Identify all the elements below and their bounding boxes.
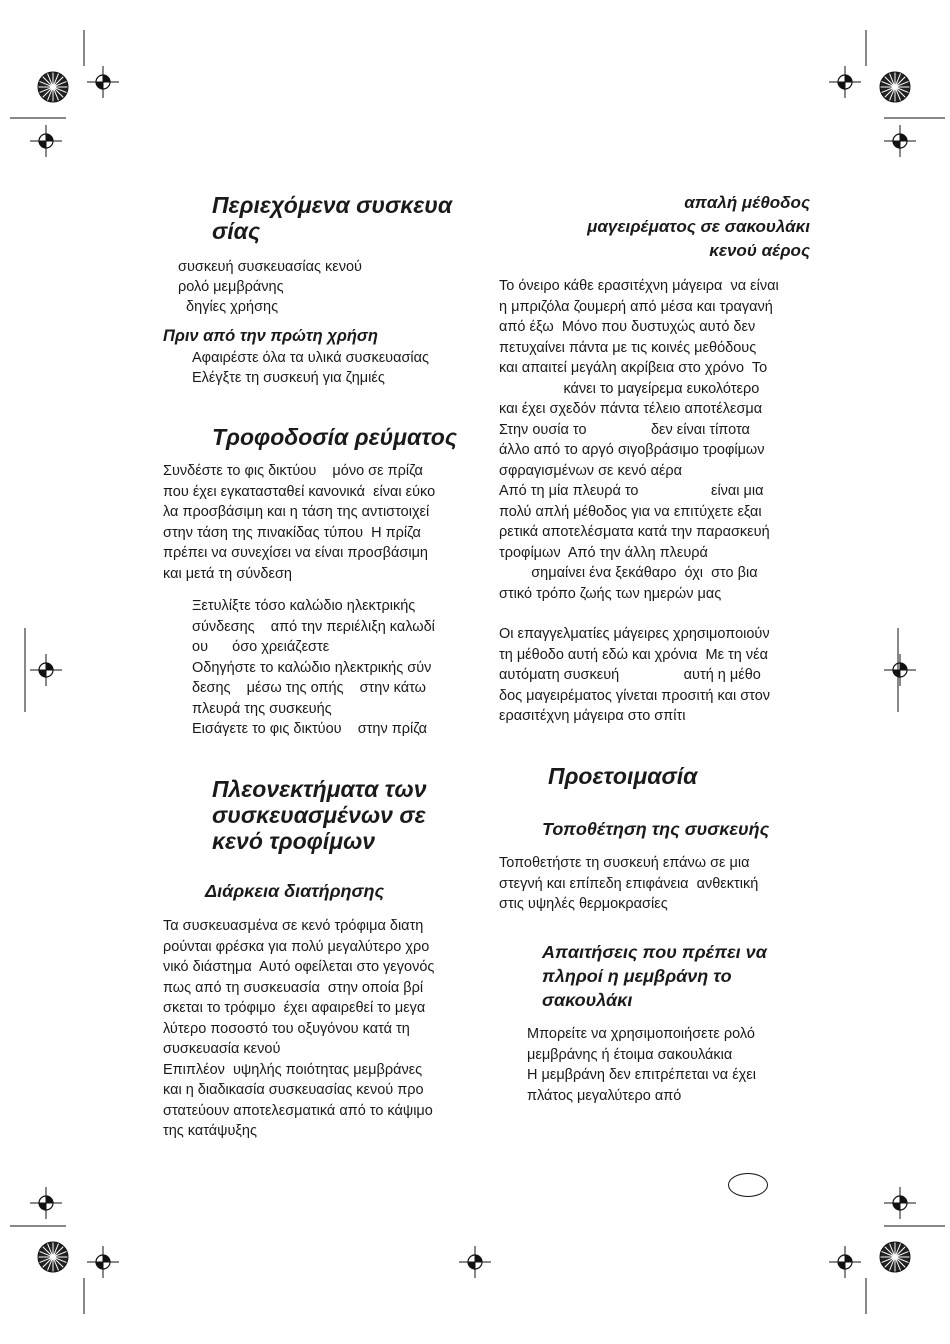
before-first-use-heading: Πριν από την πρώτη χρήση: [163, 327, 378, 345]
before-first-use-item: Αφαιρέστε όλα τα υλικά συσκευασίας: [192, 350, 430, 366]
contents-item: δηγίες χρήσης: [178, 299, 279, 315]
contents-item: ρολό μεμβράνης: [178, 279, 284, 295]
gentle-method-title: απαλή μέθοδος μαγειρέματος σε σακουλάκι κενού αέρος: [587, 193, 810, 260]
preparation-title: Προετοιμασία: [548, 763, 698, 789]
film-requirements-body: Μπορείτε να χρησιμοποιήσετε ρολό μεμβράνης ή έτοιμα σακουλάκια Η μεμβράνη δεν επιτρέπεται να έχει πλάτος μεγαλύτερο από: [527, 1026, 756, 1104]
gentle-method-body: Το όνειρο κάθε ερασιτέχνη μάγειρα να είναι η μπριζόλα ζουμερή από μέσα και τραγανή από έξω Μόνο που δυστυχώς αυτό δεν πετυχαίνει πάντα με τις κοινές μεθόδους και απαιτεί μεγάλη ακρίβεια στο χρόνο Το κάνει το μαγείρεμα ευκολότερο και έχει σχεδόν πάντα τέλειο αποτέλεσμα Στην ουσία το δεν είναι τίποτα άλλο από το αργό σιγοβράσιμο τροφίμων σφραγισμένων σε κενό αέρα Από τη μία πλευρά το είναι μια πολύ απλή μέθοδος για να επιτύχετε εξαι ρετικά αποτελέσματα κατά την παρασκευή τροφίμων Από την άλλη πλευρά σημαίνει ένα ξεκάθαρο όχι στο βια στικό τρόπο ζωής των ημερών μας: [499, 278, 779, 602]
placement-body: Τοποθετήστε τη συσκευή επάνω σε μια στεγνή και επίπεδη επιφάνεια ανθεκτική στις υψηλές θερμοκρασίες: [499, 855, 759, 912]
gentle-method-body-2: Οι επαγγελματίες μάγειρες χρησιμοποιούν τη μέθοδο αυτή εδώ και χρόνια Με τη νέα αυτόματη συσκευή αυτή η μέθο δος μαγειρέματος γίνεται προσιτή και στον ερασιτέχνη μάγειρα στο σπίτι: [499, 626, 771, 724]
power-steps: Ξετυλίξτε τόσο καλώδιο ηλεκτρικής σύνδεσης από την περιέλιξη καλωδί ου όσο χρειάζεστε Οδηγήστε το καλώδιο ηλεκτρικής σύν δεσης μέσω της οπής στην κάτω πλευρά της συσκευής Εισάγετε το φις δικτύου στην πρίζα: [192, 598, 435, 737]
film-requirements-heading: Απαιτήσεις που πρέπει να πληροί η μεμβράνη το σακουλάκι: [542, 942, 767, 1010]
advantages-title: Πλεονεκτήματα των συσκευασμένων σε κενό τροφίμων: [212, 776, 427, 854]
contents-title: Περιεχόμενα συσκευα σίας: [212, 192, 453, 244]
power-title: Τροφοδοσία ρεύματος: [212, 424, 458, 450]
page-number-oval: [728, 1173, 768, 1197]
power-body: Συνδέστε το φις δικτύου μόνο σε πρίζα που έχει εγκατασταθεί κανονικά είναι εύκο λα προσβάσιμη και η τάση της αντιστοιχεί στην τάση της πινακίδας τύπου Η πρίζα πρέπει να συνεχίσει να είναι προσβάσιμη και μετά τη σύνδεση: [163, 463, 436, 582]
shelf-life-heading: Διάρκεια διατήρησης: [205, 881, 385, 901]
placement-heading: Τοποθέτηση της συσκευής: [542, 819, 770, 839]
shelf-life-body: Τα συσκευασμένα σε κενό τρόφιμα διατη ρούνται φρέσκα για πολύ μεγαλύτερο χρο νικό διάστημα Αυτό οφείλεται στο γεγονός πως από τη συσκευασία στην οποία βρί σκεται το τρόφιμο έχει αφαιρεθεί το μεγα λύτερο ποσοστό του οξυγόνου κατά τη συσκευασία κενού Επιπλέον υψηλής ποιότητας μεμβράνες και η διαδικασία συσκευασίας κενού προ στατεύουν αποτελεσματικά από το κάψιμο της κατάψυξης: [163, 918, 435, 1139]
before-first-use-item: Ελέγξτε τη συσκευή για ζημιές: [192, 370, 385, 386]
contents-item: συσκευή συσκευασίας κενού: [178, 259, 362, 275]
